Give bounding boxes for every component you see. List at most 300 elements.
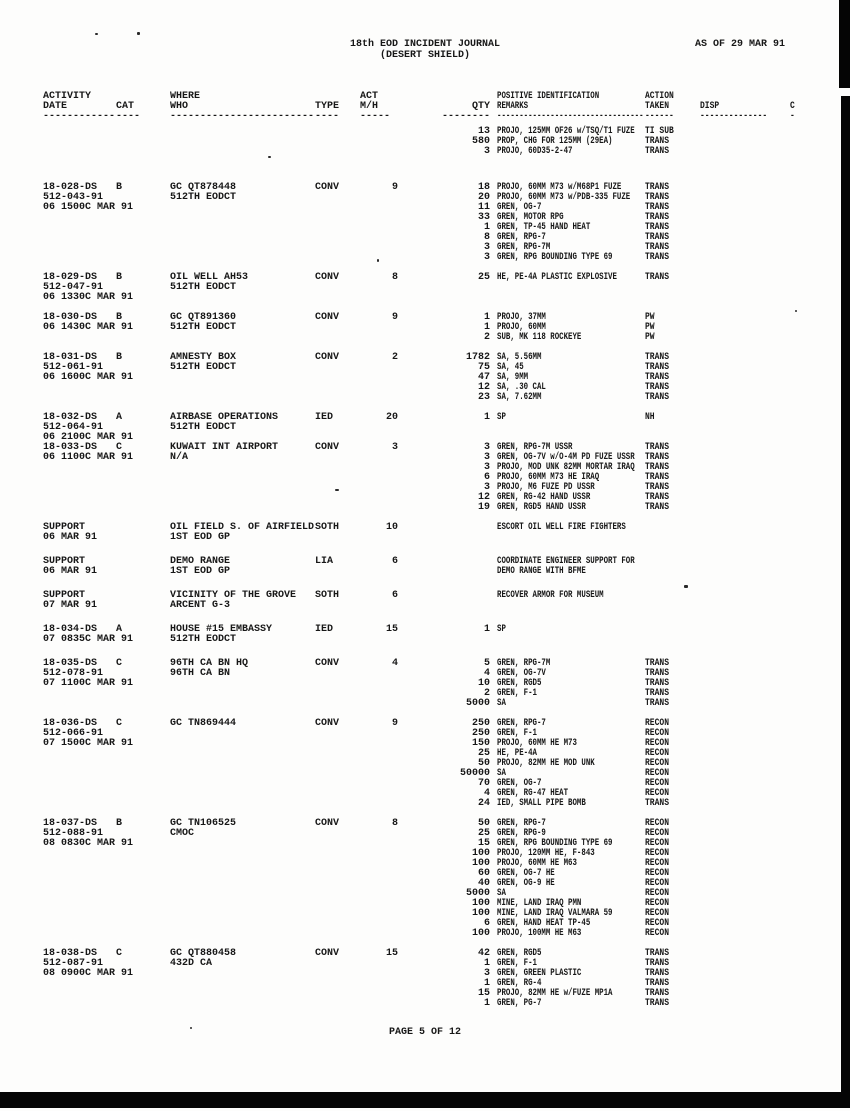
action-taken: TRANS [645,698,670,709]
journal-entry-continuation [0,127,850,157]
entry-line [0,243,850,253]
case-number: 512-043-91 [43,192,104,203]
remark: SA [497,888,506,899]
activity-id: 18-029-DS [43,272,98,283]
entry-line [0,393,850,403]
remark: GREN, RGD5 [497,948,542,959]
quantity: 100 [471,908,490,919]
title-line-2: (DESERT SHIELD) [379,50,470,61]
col-posid-label: POSITIVE IDENTIFICATION [497,91,600,102]
quantity: 60 [477,868,490,879]
col-date-label: DATE [43,101,68,112]
journal-entry-18-037-ds [0,819,850,939]
scan-speck [377,259,379,262]
category: C [116,442,123,453]
action-taken: TRANS [645,462,670,473]
where-location: GC TN106525 [170,818,237,829]
as-of-date: AS OF 29 MAR 91 [695,39,786,50]
activity-date: 07 1100C MAR 91 [43,678,134,689]
incident-type: CONV [315,948,340,959]
quantity: 3 [483,146,490,157]
remark: PROJO, MOD UNK 82MM MORTAR IRAQ [497,462,635,473]
remark: RECOVER ARMOR FOR MUSEUM [497,590,604,601]
entry-line [0,233,850,243]
who-unit: 512TH EODCT [170,362,237,373]
entry-line [0,719,850,729]
entry-line [0,759,850,769]
journal-entry-18-034-ds [0,625,850,645]
title-line-1: 18th EOD INCIDENT JOURNAL [349,39,501,50]
quantity: 100 [471,898,490,909]
where-location: 96TH CA BN HQ [170,658,249,669]
remark: SP [497,412,506,423]
category: C [116,658,123,669]
journal-table [0,92,850,1009]
case-number: 512-087-91 [43,958,104,969]
remark: SP [497,624,506,635]
activity-id: 18-032-DS [43,412,98,423]
journal-entry-support [0,591,850,611]
where-location: GC TN869444 [170,718,237,729]
remark: GREN, RGD5 HAND USSR [497,502,586,513]
remark: GREN, RG-47 HEAT [497,788,569,799]
quantity: 18 [477,182,490,193]
entry-line [0,183,850,193]
scan-speck [335,489,339,491]
quantity: 3 [483,452,490,463]
journal-entry-18-035-ds [0,659,850,709]
remark: MINE, LAND IRAQ VALMARA 59 [497,908,613,919]
remark: GREN, RPG BOUNDING TYPE 69 [497,838,613,849]
activity-id: 18-033-DS [43,442,98,453]
who-unit: 512TH EODCT [170,322,237,333]
entry-line [0,929,850,939]
action-taken: TRANS [645,798,670,809]
quantity: 6 [483,472,490,483]
action-taken: TRANS [645,502,670,513]
scan-speck [795,310,797,312]
remark: GREN, RPG-7M [497,242,551,253]
entry-line [0,909,850,919]
remark: GREN, RG-4 [497,978,542,989]
case-number: 512-064-91 [43,422,104,433]
journal-entry-18-033-ds [0,443,850,513]
scan-speck [190,1027,192,1029]
rule-action: ------ [645,111,674,122]
remark: GREN, MOTOR RPG [497,212,564,223]
remark: GREN, OG-7 [497,202,542,213]
activity-date: 06 MAR 91 [43,532,98,543]
journal-entry-18-030-ds [0,313,850,343]
table-header [0,92,850,122]
entry-line [0,413,850,423]
incident-type: IED [315,412,334,423]
quantity: 15 [477,988,490,999]
act-manhours: 9 [391,718,398,729]
action-taken: TRANS [645,988,670,999]
action-taken: NH [645,412,655,423]
activity-date: 06 1500C MAR 91 [43,202,134,213]
remark: GREN, RPG-7 [497,818,546,829]
remark: GREN, TP-45 HAND HEAT [497,222,591,233]
act-manhours: 9 [391,312,398,323]
rule-type: ---- [315,111,340,122]
remark: ESCORT OIL WELL FIRE FIGHTERS [497,522,626,533]
entry-line [0,523,850,533]
incident-type: CONV [315,718,340,729]
action-taken: TRANS [645,272,670,283]
quantity: 100 [471,848,490,859]
entry-line [0,769,850,779]
category: B [116,182,123,193]
col-remarks-label: REMARKS [497,101,529,112]
rule-act: ----- [360,111,391,122]
activity-date: 06 1600C MAR 91 [43,372,134,383]
rule-qty: -------- [441,111,490,122]
quantity: 3 [483,442,490,453]
act-manhours: 8 [391,272,398,283]
quantity: 2 [483,332,490,343]
entry-line [0,147,850,157]
quantity: 70 [477,778,490,789]
quantity: 4 [483,668,490,679]
category: B [116,312,123,323]
quantity: 1 [483,978,490,989]
remark: GREN, F-1 [497,958,537,969]
col-where-label: WHERE [170,91,201,102]
entry-line [0,989,850,999]
action-taken: TRANS [645,958,670,969]
col-cat-label: CAT [116,101,135,112]
entry-line [0,137,850,147]
col-act-label: ACT [360,91,379,102]
quantity: 5000 [465,888,490,899]
entry-line [0,779,850,789]
remark: HE, PE-4A [497,748,537,759]
quantity: 25 [477,828,490,839]
entry-line [0,869,850,879]
rule-c: - [790,111,795,122]
entry-line [0,799,850,809]
page-number: PAGE 5 OF 12 [388,1027,461,1038]
action-taken: RECON [645,728,670,739]
action-taken: TRANS [645,222,670,233]
remark: HE, PE-4A PLASTIC EXPLOSIVE [497,272,617,283]
remark: GREN, GREEN PLASTIC [497,968,582,979]
quantity: 8 [483,232,490,243]
remark: SA [497,698,506,709]
quantity: 12 [477,492,490,503]
entry-line [0,849,850,859]
quantity: 33 [477,212,490,223]
remark: PROJO, 60D35-2-47 [497,146,573,157]
col-activity-label: ACTIVITY [43,91,92,102]
action-taken: TRANS [645,392,670,403]
action-taken: RECON [645,818,670,829]
entry-line [0,739,850,749]
quantity: 5 [483,658,490,669]
action-taken: TRANS [645,968,670,979]
remark: GREN, OG-7 [497,778,542,789]
entry-line [0,557,850,567]
act-manhours: 2 [391,352,398,363]
remark: PROJO, 125MM OF26 w/TSQ/T1 FUZE [497,126,635,137]
quantity: 42 [477,948,490,959]
action-taken: RECON [645,778,670,789]
where-location: OIL WELL AH53 [170,272,249,283]
who-unit: 512TH EODCT [170,282,237,293]
activity-id: 18-031-DS [43,352,98,363]
remark: GREN, RPG-7 [497,718,546,729]
action-taken: RECON [645,788,670,799]
quantity: 100 [471,928,490,939]
act-manhours: 15 [385,624,398,635]
remark: COORDINATE ENGINEER SUPPORT FOR [497,556,635,567]
activity-date: 08 0830C MAR 91 [43,838,134,849]
action-taken: PW [645,322,655,333]
action-taken: TRANS [645,362,670,373]
entry-line [0,889,850,899]
quantity: 1 [483,222,490,233]
entry-line [0,601,850,611]
quantity: 50 [477,758,490,769]
incident-type: CONV [315,352,340,363]
entry-line [0,635,850,645]
remark: PROJO, 60MM [497,322,546,333]
where-location: HOUSE #15 EMBASSY [170,624,273,635]
remark: PROJO, 60MM HE M63 [497,858,577,869]
remark: GREN, HAND HEAT TP-45 [497,918,591,929]
action-taken: TRANS [645,192,670,203]
category: B [116,352,123,363]
where-location: VICINITY OF THE GROVE [170,590,297,601]
act-manhours: 15 [385,948,398,959]
col-who-label: WHO [170,101,189,112]
who-unit: CMOC [170,828,195,839]
entry-line [0,899,850,909]
entry-line [0,839,850,849]
rule-where: ------------------------ [170,111,315,122]
action-taken: PW [645,332,655,343]
action-taken: RECON [645,888,670,899]
entry-line [0,533,850,543]
action-taken: RECON [645,918,670,929]
action-taken: TRANS [645,452,670,463]
incident-type: IED [315,624,334,635]
act-manhours: 4 [391,658,398,669]
entry-line [0,433,850,443]
quantity: 13 [477,126,490,137]
activity-id: SUPPORT [43,522,86,533]
entry-line [0,373,850,383]
action-taken: TRANS [645,492,670,503]
entry-line [0,749,850,759]
incident-type: CONV [315,182,340,193]
remark: SA, 9MM [497,372,529,383]
action-taken: RECON [645,828,670,839]
remark: SA, 7.62MM [497,392,542,403]
remark: DEMO RANGE WITH BFME [497,566,586,577]
action-taken: RECON [645,738,670,749]
activity-date: 07 0835C MAR 91 [43,634,134,645]
remark: PROJO, 60MM M73 w/PDB-335 FUZE [497,192,631,203]
entry-line [0,127,850,137]
remark: PROJO, 60MM HE M73 [497,738,577,749]
action-taken: RECON [645,718,670,729]
action-taken: TRANS [645,472,670,483]
action-taken: TRANS [645,136,670,147]
quantity: 1 [483,998,490,1009]
action-taken: TRANS [645,678,670,689]
quantity: 47 [477,372,490,383]
activity-id: 18-028-DS [43,182,98,193]
activity-id: 18-036-DS [43,718,98,729]
action-taken: RECON [645,768,670,779]
where-location: AIRBASE OPERATIONS [170,412,279,423]
who-unit: 512TH EODCT [170,422,237,433]
quantity: 20 [477,192,490,203]
activity-date: 06 MAR 91 [43,566,98,577]
col-disp-label: DISP [700,101,720,112]
quantity: 5000 [465,698,490,709]
quantity: 4 [483,788,490,799]
quantity: 1 [483,624,490,635]
quantity: 12 [477,382,490,393]
quantity: 50000 [459,768,490,779]
action-taken: TRANS [645,372,670,383]
who-unit: 1ST EOD GP [170,566,231,577]
journal-entry-18-038-ds [0,949,850,1009]
quantity: 24 [477,798,490,809]
action-taken: TRANS [645,442,670,453]
remark: GREN, OG-7V w/O-4M PD FUZE USSR [497,452,635,463]
quantity: 6 [483,918,490,929]
act-manhours: 6 [391,556,398,567]
activity-date: 08 0900C MAR 91 [43,968,134,979]
remark: IED, SMALL PIPE BOMB [497,798,586,809]
entry-line [0,463,850,473]
activity-id: 18-035-DS [43,658,98,669]
who-unit: 512TH EODCT [170,634,237,645]
category: C [116,718,123,729]
activity-id: 18-034-DS [43,624,98,635]
scan-speck [268,156,271,158]
activity-date: 06 1430C MAR 91 [43,322,134,333]
entry-line [0,293,850,303]
entry-line [0,203,850,213]
remark: PROJO, 60MM M73 w/M68P1 FUZE [497,182,622,193]
incident-type: CONV [315,658,340,669]
remark: PROJO, 120MM HE, F-843 [497,848,595,859]
entry-line [0,859,850,869]
col-action-label: ACTION [645,91,674,102]
quantity: 250 [471,718,490,729]
quantity: 2 [483,688,490,699]
scan-edge-right-top [839,0,850,88]
remark: PROJO, 82MM HE MOD UNK [497,758,595,769]
quantity: 1 [483,312,490,323]
entry-line [0,999,850,1009]
entry-line [0,253,850,263]
who-unit: 96TH CA BN [170,668,231,679]
journal-entry-18-031-ds [0,353,850,403]
activity-date: 06 1330C MAR 91 [43,292,134,303]
remark: GREN, RPG-7M USSR [497,442,573,453]
quantity: 75 [477,362,490,373]
entry-line [0,223,850,233]
action-taken: TRANS [645,998,670,1009]
activity-date: 07 MAR 91 [43,600,98,611]
who-unit: N/A [170,452,189,463]
activity-date: 06 1100C MAR 91 [43,452,134,463]
category: A [116,412,123,423]
incident-type: CONV [315,442,340,453]
action-taken: TRANS [645,688,670,699]
entry-line [0,949,850,959]
scan-speck [95,33,98,35]
where-location: OIL FIELD S. OF AIRFIELD [170,522,315,533]
action-taken: TRANS [645,978,670,989]
journal-entry-support [0,523,850,543]
activity-id: 18-030-DS [43,312,98,323]
quantity: 580 [471,136,490,147]
entry-line [0,659,850,669]
entry-line [0,679,850,689]
entry-line [0,333,850,343]
action-taken: TRANS [645,382,670,393]
incident-type: CONV [315,272,340,283]
quantity: 3 [483,462,490,473]
action-taken: TRANS [645,658,670,669]
entry-line [0,383,850,393]
who-unit: 1ST EOD GP [170,532,231,543]
action-taken: TRANS [645,948,670,959]
entry-line [0,969,850,979]
action-taken: RECON [645,848,670,859]
quantity: 3 [483,968,490,979]
action-taken: TRANS [645,668,670,679]
action-taken: RECON [645,748,670,759]
remark: SA, 5.56MM [497,352,542,363]
category: A [116,624,123,635]
col-c-label: C [790,101,795,112]
quantity: 50 [477,818,490,829]
action-taken: RECON [645,928,670,939]
action-taken: TRANS [645,252,670,263]
action-taken: PW [645,312,655,323]
remark: GREN, RPG-7 [497,232,546,243]
journal-entry-support [0,557,850,577]
action-taken: TRANS [645,212,670,223]
category: B [116,272,123,283]
journal-entry-18-032-ds [0,413,850,443]
action-taken: TRANS [645,232,670,243]
remark: GREN, F-1 [497,688,537,699]
entry-line [0,819,850,829]
quantity: 23 [477,392,490,403]
remark: SA [497,768,506,779]
remark: PROP, CHG FOR 125MM (29EA) [497,136,613,147]
who-unit: 512TH EODCT [170,192,237,203]
who-unit: ARCENT G-3 [170,600,231,611]
quantity: 40 [477,878,490,889]
entry-line [0,789,850,799]
incident-type: SOTH [315,590,340,601]
remark: GREN, RG-42 HAND USSR [497,492,591,503]
rule-remarks: --------------------------------- [497,111,644,122]
incident-type: CONV [315,818,340,829]
entry-line [0,483,850,493]
